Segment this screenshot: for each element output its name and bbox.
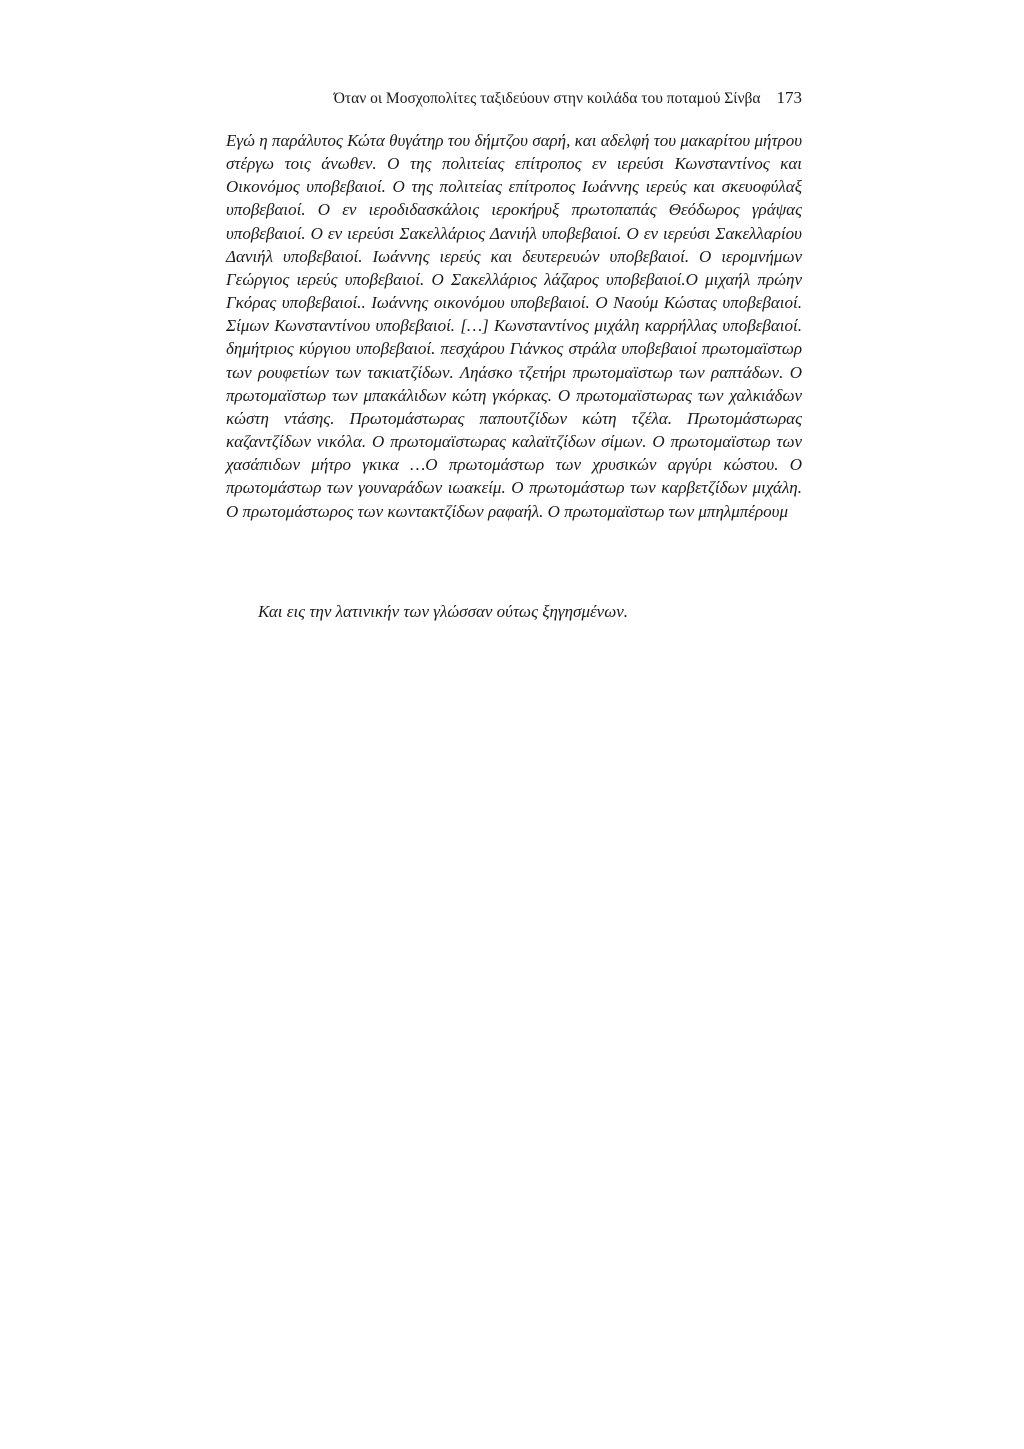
page-header	[226, 88, 802, 112]
body-paragraph: Εγώ η παράλυτος Κώτα θυγάτηρ του δήμτζου σαρή, και αδελφή του μακαρίτου μήτρου στέργω τοις άνωθεν. Ο της πολιτείας επίτροπος εν ιερεύσι Κωνσταντίνος και Οικονόμος υποβεβαιοί. Ο της πολιτείας επίτροπος Ιωάννης ιερεύς και σκευοφύλαξ υποβεβαιοί. Ο εν ιεροδιδασκάλοις ιεροκήρυξ πρωτοπαπάς Θεόδωρος γράψας υποβεβαιοί. Ο εν ιερεύσι Σακελλάριος Δανιήλ υποβεβαιοί. Ο εν ιερεύσι Σακελλαρίου Δανιήλ υποβεβαιοί. Ιωάννης ιερεύς και δευτερευών υποβεβαιοί. Ο ιερομνήμων Γεώργιος ιερεύς υποβεβαιοί. Ο Σακελλάριος λάζαρος υποβεβαιοί.Ο μιχαήλ πρώην Γκόρας υποβεβαιοί.. Ιωάννης οικονόμου υποβεβαιοί. Ο Ναούμ Κώστας υποβεβαιοί. Σίμων Κωνσταντίνου υποβεβαιοί. […] Κωνσταντίνος μιχάλη καρρήλλας υποβεβαιοί. δημήτριος κύργιου υποβεβαιοί. πεσχάρου Γιάνκος στράλα υποβεβαιοί πρωτομαϊστωρ των ρουφετίων των τακιατζίδων. Ληάσκο τζετήρι πρωτομαϊστωρ των ραπτάδων. Ο πρωτομαϊστωρ των μπακάλιδων κώτη γκόρκας. Ο πρωτομαϊστωρας των χαλκιάδων κώστη ντάσης. Πρωτομάστωρας παπουτζίδων κώτη τζέλα. Πρωτομάστωρας καζαντζίδων νικόλα. Ο πρωτομαϊστωρας καλαϊτζίδων σίμων. Ο πρωτομαϊστωρ των χασάπιδων μήτρο γκικα …Ο πρωτομάστωρ των χρυσικών αργύρι κώστου. Ο πρωτομάστωρ των γουναράδων ιωακείμ. Ο πρωτομάστωρ των καρβετζίδων μιχάλη. Ο πρωτομάστωρος των κωντακτζίδων ραφαήλ. Ο πρωτομαϊστωρ των μπηλμπέρουμ	[226, 131, 802, 521]
closing-line: Και εις την λατινικήν των γλώσσαν ούτως ξηγησμένων.	[258, 602, 629, 621]
running-title: Όταν οι Μοσχοπολίτες ταξιδεύουν στην κοιλάδα του ποταμού Σίνβα	[333, 90, 761, 107]
page-number: 173	[776, 88, 802, 107]
